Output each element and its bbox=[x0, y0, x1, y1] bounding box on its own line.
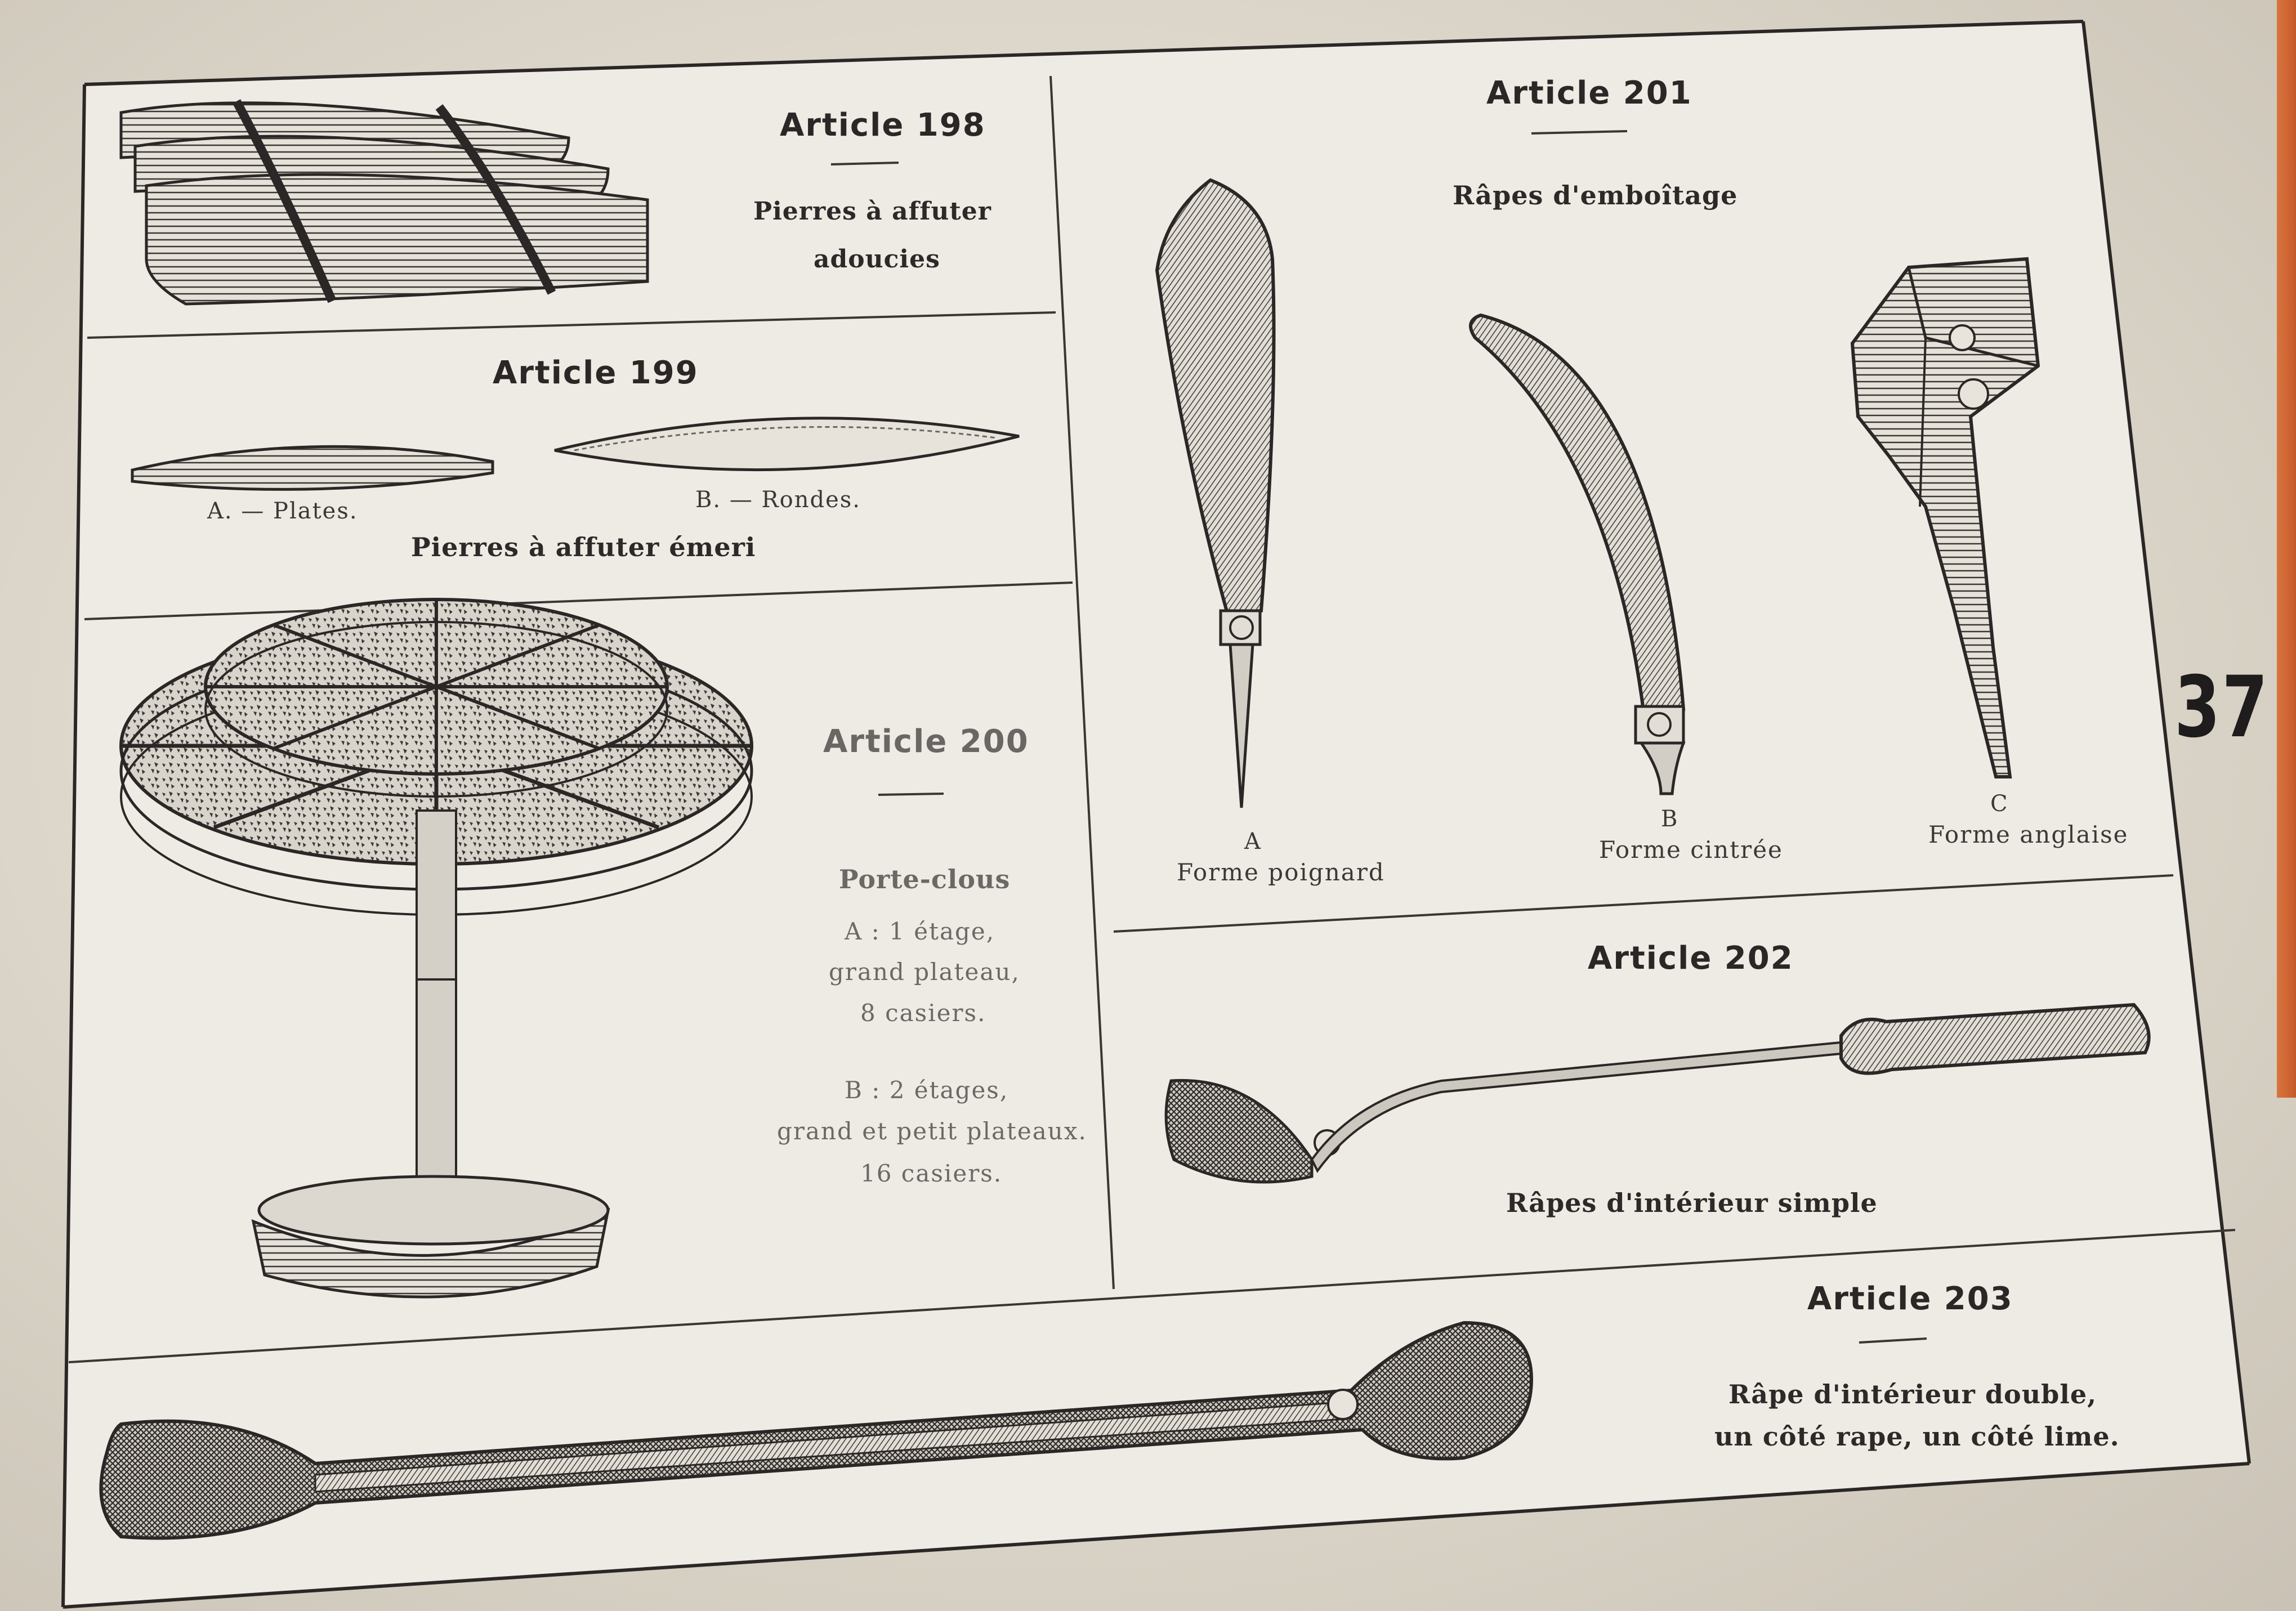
article-201-b-label: Forme cintrée bbox=[1599, 836, 1783, 863]
article-199-caption: Pierres à affuter émeri bbox=[411, 532, 756, 562]
page-number: 37 bbox=[2174, 659, 2270, 757]
article-201-subtitle: Râpes d'emboîtage bbox=[1453, 180, 1738, 211]
article-203-line1: Râpe d'intérieur double, bbox=[1728, 1379, 2097, 1409]
article-201-a-letter: A bbox=[1244, 829, 1262, 854]
article-202-title: Article 202 bbox=[1588, 940, 1794, 977]
article-202-caption: Râpes d'intérieur simple bbox=[1506, 1188, 1878, 1218]
article-201-a-label: Forme poignard bbox=[1177, 858, 1385, 886]
article-200-a-line2: grand plateau, bbox=[829, 958, 1020, 986]
article-198-title: Article 198 bbox=[780, 107, 986, 144]
article-201-b-letter: B bbox=[1661, 806, 1679, 832]
article-200-b-line3: 16 casiers. bbox=[860, 1160, 1003, 1187]
article-200-a-line3: 8 casiers. bbox=[860, 999, 986, 1027]
article-201-title: Article 201 bbox=[1486, 75, 1692, 111]
article-198-line2: adoucies bbox=[814, 245, 940, 274]
article-200-a-line1: A : 1 étage, bbox=[845, 918, 995, 945]
article-198-line1: Pierres à affuter bbox=[753, 197, 991, 226]
article-200-subtitle: Porte-clous bbox=[839, 864, 1011, 894]
article-199-title: Article 199 bbox=[493, 355, 699, 391]
article-200-b-line2: grand et petit plateaux. bbox=[777, 1117, 1087, 1145]
article-203-line2: un côté rape, un côté lime. bbox=[1714, 1421, 2120, 1452]
article-201-c-label: Forme anglaise bbox=[1928, 821, 2129, 848]
article-199-label-a: A. — Plates. bbox=[207, 498, 358, 524]
article-203-title: Article 203 bbox=[1807, 1281, 2013, 1317]
article-201-c-letter: C bbox=[1990, 791, 2009, 817]
article-200-b-line1: B : 2 étages, bbox=[845, 1076, 1009, 1104]
article-200-title: Article 200 bbox=[823, 723, 1029, 760]
article-199-label-b: B. — Rondes. bbox=[695, 487, 861, 513]
